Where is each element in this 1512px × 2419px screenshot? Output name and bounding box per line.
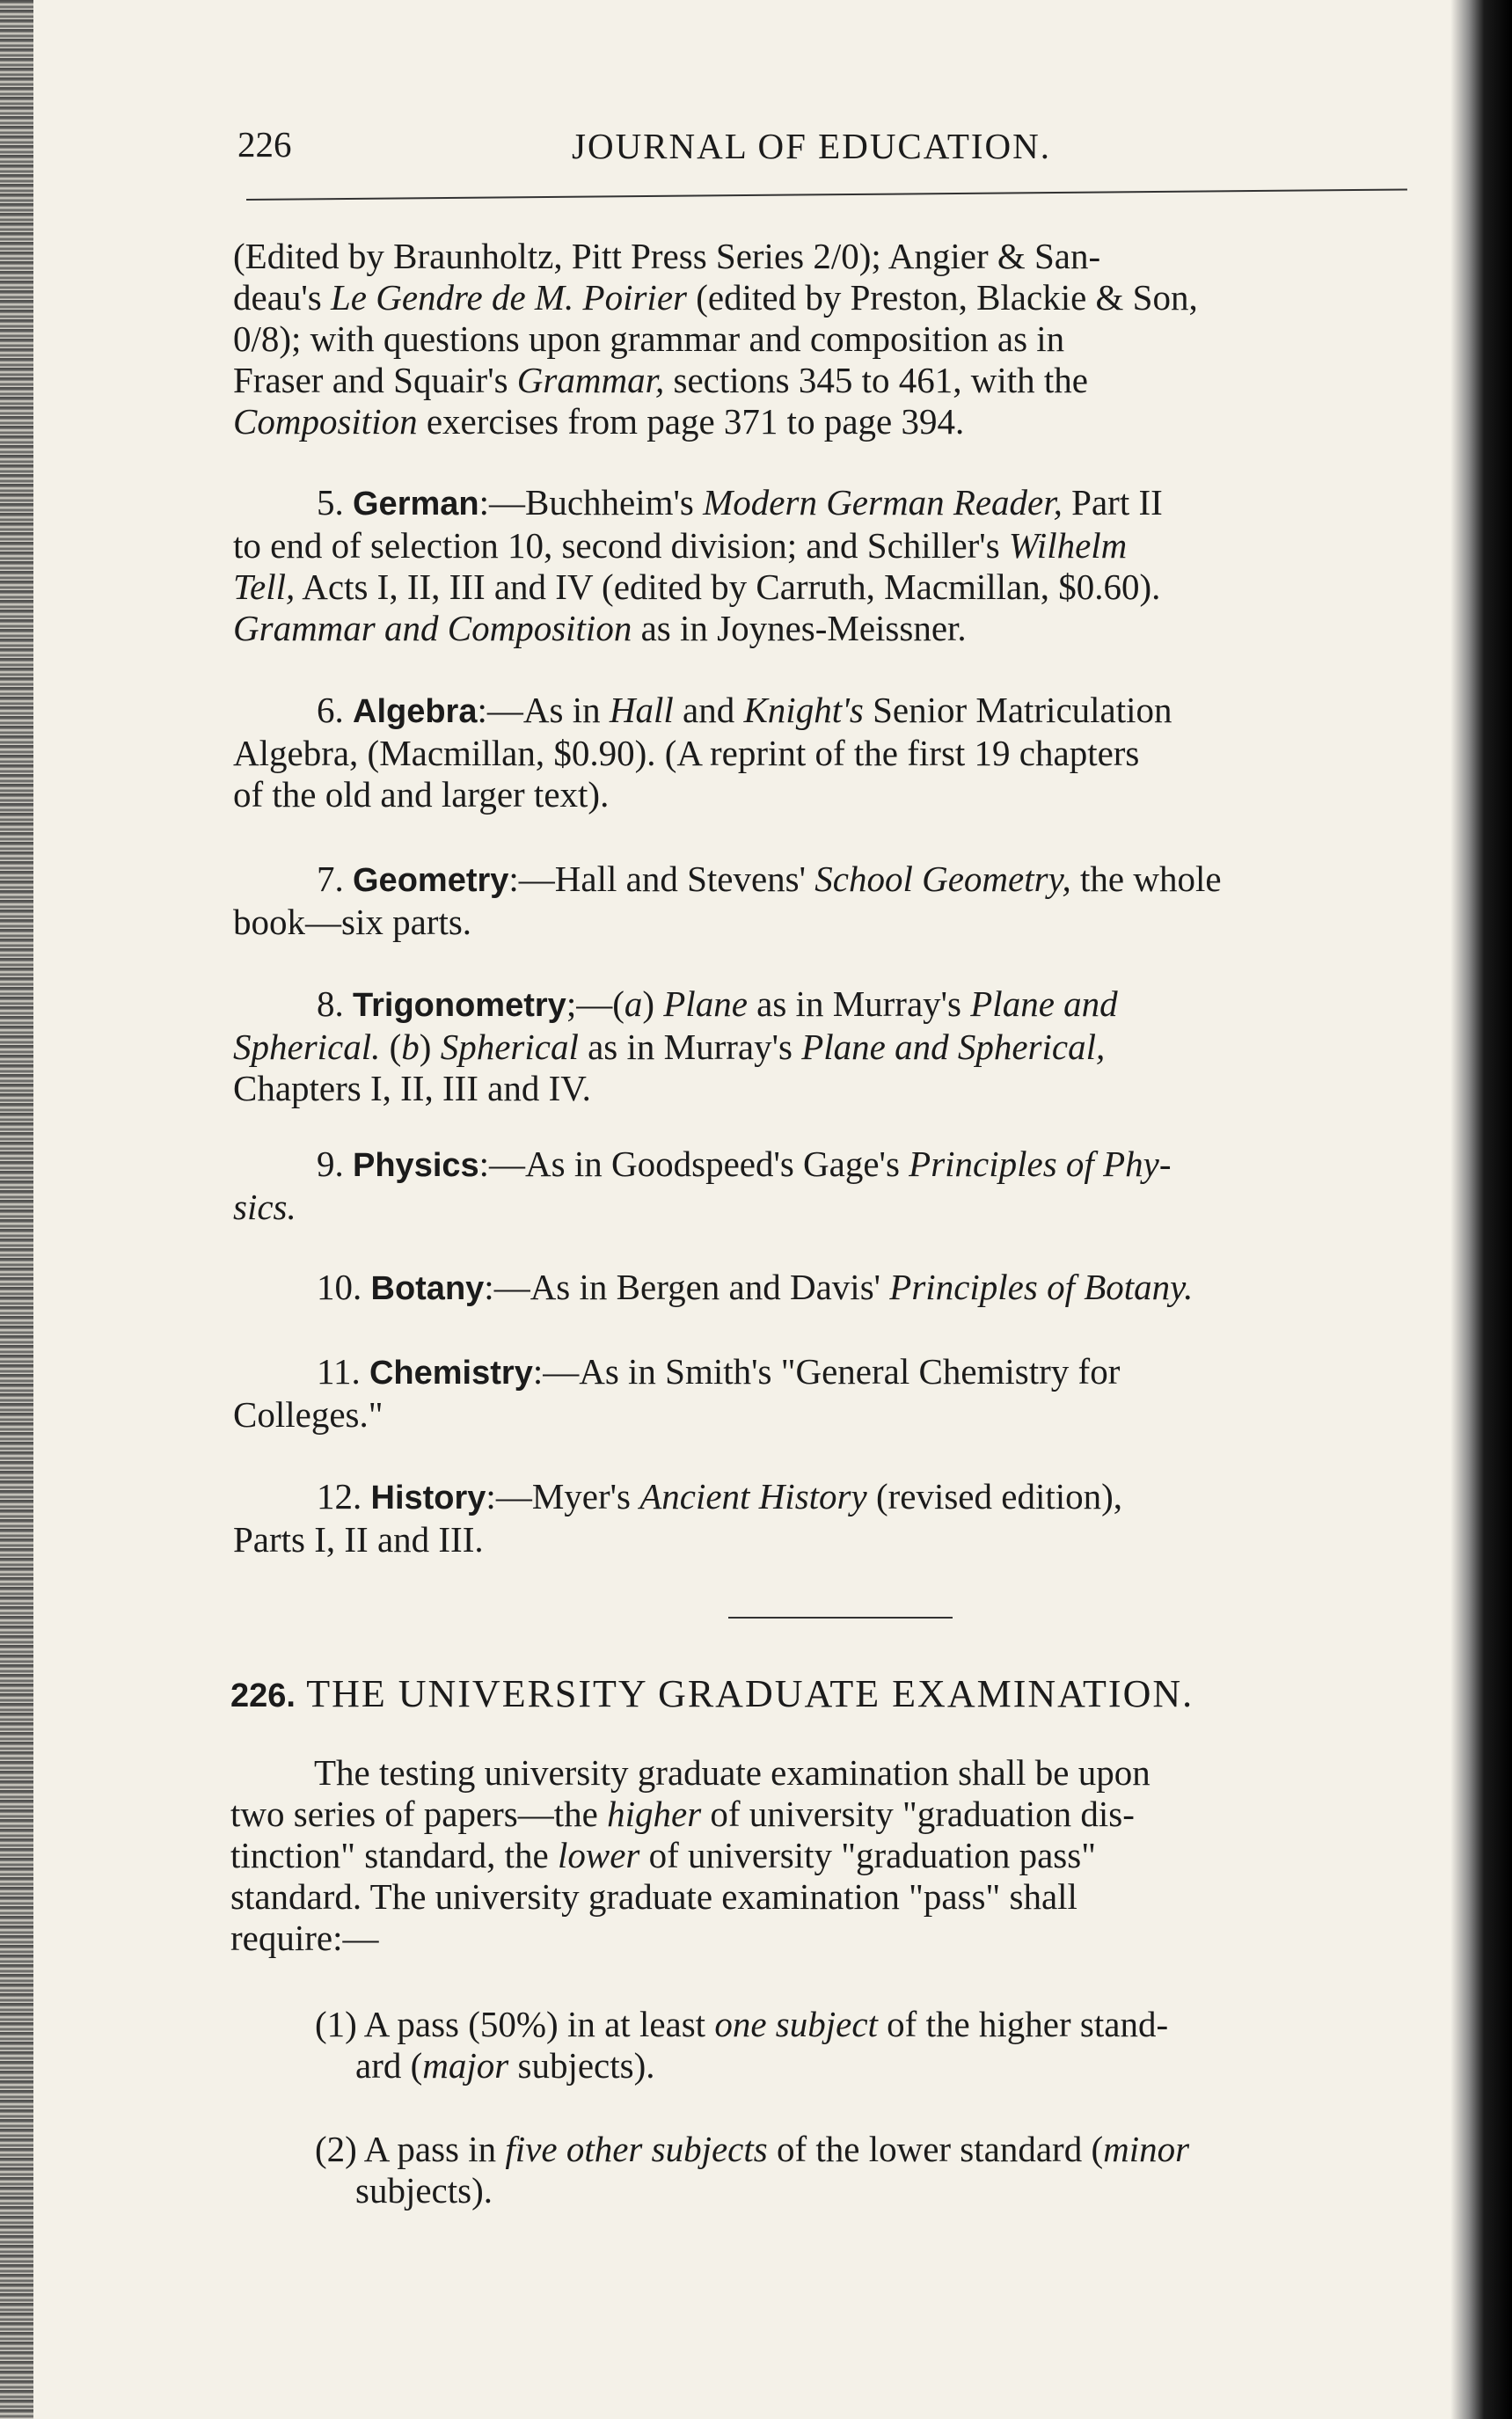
text-line: 11. Chemistry:—As in Smith's "General Chemistry for — [317, 1351, 1121, 1392]
text-line: require:— — [230, 1918, 379, 1958]
text-line: 0/8); with questions upon grammar and composition as in — [233, 318, 1065, 359]
subject-label: Geometry — [353, 862, 509, 899]
text-line: to end of selection 10, second division; and Schiller's Wilhelm — [233, 525, 1128, 566]
text-line: standard. The university graduate examination "pass" shall — [230, 1876, 1077, 1917]
subject-label: Algebra — [353, 693, 478, 730]
subject-label: Botany — [370, 1270, 485, 1307]
text-line: Fraser and Squair's Grammar, sections 345 to 461, with the — [233, 360, 1088, 400]
continued-paragraph — [233, 236, 1429, 442]
text-line: subjects). — [355, 2170, 493, 2211]
text-line: 5. German:—Buchheim's Modern German Reader, Part II — [317, 482, 1163, 523]
section-title: THE UNIVERSITY GRADUATE EXAMINATION. — [306, 1672, 1194, 1715]
page-edge-right — [1450, 0, 1512, 2419]
requirement-2 — [315, 2129, 1432, 2211]
text-line: Tell, Acts I, II, III and IV (edited by Carruth, Macmillan, $0.60). — [233, 566, 1161, 607]
text-line: Parts I, II and III. — [233, 1519, 484, 1560]
text-line: (Edited by Braunholtz, Pitt Press Series 2/0); Angier & San- — [233, 236, 1101, 276]
text-line: 7. Geometry:—Hall and Stevens' School Geometry, the whole — [317, 859, 1222, 899]
page-header — [237, 123, 1407, 176]
subject-label: Chemistry — [369, 1355, 533, 1392]
text-line: 12. History:—Myer's Ancient History (revised edition), — [317, 1476, 1123, 1516]
text-line: Colleges." — [233, 1394, 383, 1435]
header-rule — [246, 188, 1407, 201]
text-line: Spherical. (b) Spherical as in Murray's Plane and Spherical, — [233, 1027, 1106, 1067]
text-line: book—six parts. — [233, 902, 472, 942]
list-item-physics — [233, 1144, 1429, 1228]
list-item-geometry — [233, 859, 1429, 943]
text-line: 9. Physics:—As in Goodspeed's Gage's Principles of Phy- — [317, 1144, 1172, 1184]
text-line: The testing university graduate examination shall be upon — [314, 1752, 1150, 1793]
text-line: (2) A pass in five other subjects of the lower standard (minor — [315, 2129, 1190, 2169]
text-line: two series of papers—the higher of university "graduation dis- — [230, 1794, 1135, 1834]
section-heading — [230, 1671, 1418, 1716]
list-item-algebra — [233, 690, 1429, 815]
text-line: Chapters I, II, III and IV. — [233, 1068, 591, 1108]
requirement-1 — [315, 2004, 1432, 2086]
text-line: Grammar and Composition as in Joynes-Meissner. — [233, 608, 967, 648]
list-item-trigonometry — [233, 983, 1429, 1109]
section-paragraph — [230, 1752, 1427, 1959]
subject-label: History — [370, 1480, 486, 1516]
subject-label: Trigonometry — [353, 987, 566, 1024]
text-line: deau's Le Gendre de M. Poirier (edited by Preston, Blackie & Son, — [233, 277, 1198, 318]
list-item-history — [233, 1476, 1429, 1560]
text-line: sics. — [233, 1187, 296, 1227]
text-line: 10. Botany:—As in Bergen and Davis' Principles of Botany. — [317, 1267, 1194, 1307]
list-item-chemistry — [233, 1351, 1429, 1436]
text-line: (1) A pass (50%) in at least one subject of the higher stand- — [315, 2004, 1169, 2044]
text-line: 8. Trigonometry;—(a) Plane as in Murray's Plane and — [317, 983, 1118, 1024]
list-item-german — [233, 482, 1429, 649]
text-line: tinction" standard, the lower of university "graduation pass" — [230, 1835, 1096, 1875]
subject-label: German — [353, 486, 479, 523]
text-line: 6. Algebra:—As in Hall and Knight's Senior Matriculation — [317, 690, 1172, 730]
text-line: Algebra, (Macmillan, $0.90). (A reprint of the first 19 chapters — [233, 733, 1140, 773]
section-number: 226. — [230, 1677, 296, 1714]
text-line: of the old and larger text). — [233, 774, 610, 815]
text-line: Composition exercises from page 371 to page 394. — [233, 401, 965, 442]
text-line: ard (major subjects). — [355, 2045, 655, 2086]
subject-label: Physics — [353, 1147, 479, 1184]
list-item-botany — [233, 1267, 1429, 1310]
section-divider — [728, 1617, 953, 1619]
running-head: JOURNAL OF EDUCATION. — [572, 126, 1052, 166]
page-edge-left — [0, 0, 33, 2419]
page-number: 226 — [237, 124, 292, 164]
